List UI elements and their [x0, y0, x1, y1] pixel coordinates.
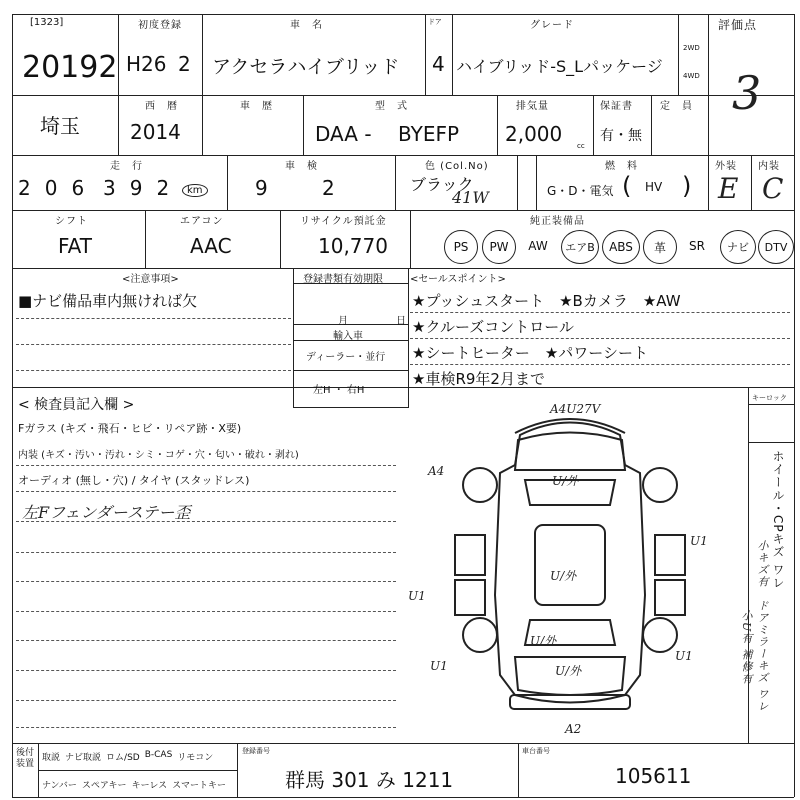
- door-front-right: [655, 535, 685, 575]
- equip-aw: AW: [528, 239, 548, 253]
- door-rear-right: [655, 580, 685, 615]
- mileage-label: 走 行: [110, 161, 143, 172]
- equip-abs: ABS: [602, 230, 640, 264]
- doc-expiry-label: 登録書類有効期限: [303, 274, 383, 285]
- doc-month: 月: [338, 316, 348, 327]
- grade: ハイブリッド-S_Lパッケージ: [456, 57, 663, 76]
- plate-label: 登録番号: [242, 747, 270, 755]
- wheel-rear-left: [463, 618, 497, 652]
- footer-plate: ナンバー: [42, 781, 77, 791]
- registration-month: 2: [178, 52, 191, 76]
- footer-option-row-1: [42, 750, 213, 763]
- color-label: 色 (Col.No): [425, 161, 489, 172]
- equip-ps: PS: [444, 230, 478, 264]
- car-hood: [515, 433, 625, 471]
- type-code: BYEFP: [398, 122, 460, 146]
- capacity-label: 定 員: [660, 101, 693, 112]
- keylock-label: キーロック: [752, 394, 787, 402]
- shift: FAT: [58, 234, 93, 258]
- footer-navi-manual: ナビ取説: [65, 753, 102, 763]
- inspector-label: < 検査員記入欄 >: [18, 397, 135, 413]
- type-prefix: DAA -: [315, 122, 372, 146]
- shift-label: シフト: [55, 216, 88, 227]
- ac-label: エアコン: [180, 216, 224, 227]
- door-front-left: [455, 535, 485, 575]
- chassis-number: 105611: [615, 764, 692, 788]
- drive-2wd: 2WD: [683, 44, 700, 52]
- displacement: 2,000: [505, 122, 563, 146]
- recycle-label: リサイクル預託金: [300, 216, 387, 227]
- car-name-label: 車 名: [290, 20, 323, 31]
- interior-label: 内装: [758, 161, 780, 172]
- car-damage-diagram: [400, 395, 740, 740]
- car-body-outline: [495, 423, 645, 703]
- mileage-digits-a: 206: [18, 176, 99, 200]
- fuel-other: HV: [645, 180, 663, 194]
- equip-label: 純正装備品: [530, 216, 585, 227]
- side-note-2: 小キズ有 ドアミラーキズ ワレ: [756, 540, 769, 713]
- year: 2014: [130, 120, 181, 144]
- equip-navi: ナビ: [720, 230, 756, 264]
- exterior-grade: E: [718, 172, 739, 205]
- doc-day: 日: [396, 316, 406, 327]
- import-label: 輸入車: [333, 331, 363, 342]
- lot-no: [1323]: [30, 17, 64, 28]
- drive-4wd: 4WD: [683, 72, 700, 80]
- diagram-note-fender: A4: [428, 464, 445, 478]
- wheel-front-left: [463, 468, 497, 502]
- recycle-deposit: 10,770: [318, 234, 388, 258]
- doors: 4: [432, 52, 445, 76]
- warranty: 有・無: [600, 128, 642, 144]
- fuel-label: 燃 料: [605, 161, 638, 172]
- footer-rom-sd: ロム/SD: [106, 753, 140, 763]
- diagram-note-rear: U/外: [530, 634, 557, 648]
- sales-point-1: ★プッシュスタート ★Bカメラ ★AW: [412, 292, 681, 310]
- type-label: 型 式: [375, 101, 408, 112]
- score-label: 評価点: [718, 18, 758, 32]
- year-label: 西 暦: [145, 101, 178, 112]
- diagram-note-trunk: U/外: [555, 664, 582, 678]
- footer-keyless: キーレス: [131, 781, 168, 791]
- sales-point-3: ★シートヒーター ★パワーシート: [412, 344, 648, 362]
- chassis-label: 車台番号: [522, 747, 550, 755]
- diagram-note-left-rear: U1: [430, 659, 448, 673]
- notes-text: ■ナビ備品車内無ければ欠: [18, 292, 198, 310]
- wheel-front-right: [643, 468, 677, 502]
- footer-remote: リモコン: [177, 753, 214, 763]
- grade-label: グレード: [530, 20, 574, 31]
- mileage-digits-b: 392: [103, 176, 184, 200]
- interior-grade: C: [762, 172, 784, 205]
- sales-label: <セールスポイント>: [410, 274, 506, 285]
- displacement-label: 排気量: [516, 101, 549, 112]
- diagram-note-roof: U/外: [550, 569, 577, 583]
- inspection-label: 車 検: [285, 161, 318, 172]
- exterior-label: 外装: [715, 161, 737, 172]
- fuel-paren-close: ): [682, 172, 692, 200]
- warranty-label: 保証書: [600, 101, 633, 112]
- footer-option-row-2: [42, 778, 226, 791]
- prefecture: 埼玉: [40, 114, 80, 138]
- footer-spare-key: スペアキー: [81, 781, 127, 791]
- mileage-unit: km: [182, 184, 208, 197]
- doors-label: ドア: [428, 18, 442, 26]
- handle-option: 左H ・ 右H: [313, 385, 365, 396]
- footer-smart-key: スマートキー: [172, 781, 226, 791]
- diagram-note-front: A4U27V: [550, 402, 601, 416]
- registration-label: 初度登録: [138, 20, 182, 31]
- sales-point-2: ★クルーズコントロール: [412, 318, 574, 336]
- equip-dtv: DTV: [758, 230, 794, 264]
- equip-airbag: エアB: [561, 230, 599, 264]
- color: ブラック: [410, 175, 474, 194]
- inspector-audio-tire: オーディオ (無し・穴) / タイヤ (スタッドレス): [18, 474, 250, 487]
- ac: AAC: [190, 234, 232, 258]
- equip-sr: SR: [689, 239, 705, 253]
- inspector-handwritten-note: 左Fフェンダーステー歪: [22, 503, 191, 522]
- history-label: 車 歴: [240, 101, 273, 112]
- diagram-note-hood: U/外: [552, 474, 579, 488]
- inspector-interior: 内装 (キズ・汚い・汚れ・シミ・コゲ・穴・匂い・破れ・剥れ): [18, 450, 299, 461]
- side-note-1: ホイール・CPキズ ワレ: [771, 450, 785, 590]
- fuel-options: G・D・電気: [547, 184, 614, 198]
- color-code: 41W: [452, 188, 489, 207]
- diagram-note-right-rear: U1: [675, 649, 693, 663]
- diagram-note-bottom: A2: [565, 722, 582, 736]
- side-note-3: 小U有 補修有: [740, 610, 753, 685]
- footer-retrofit-label: 後付 装置: [16, 748, 35, 769]
- inspection-year: 9: [255, 176, 268, 200]
- equip-pw: PW: [482, 230, 516, 264]
- wheel-rear-right: [643, 618, 677, 652]
- footer-bcas: B-CAS: [144, 750, 173, 760]
- fuel-paren-open: (: [622, 172, 632, 200]
- door-rear-left: [455, 580, 485, 615]
- car-roof: [535, 525, 605, 605]
- inspector-glass: Fガラス (キズ・飛石・ヒビ・リペア跡・X要): [18, 422, 242, 435]
- dealer-option: ディーラー・並行: [306, 352, 386, 363]
- footer-manual: 取説: [42, 753, 61, 763]
- plate-number: 群馬 301 み 1211: [285, 768, 454, 792]
- car-name: アクセラハイブリッド: [212, 56, 400, 78]
- diagram-note-right-door: U1: [690, 534, 708, 548]
- diagram-note-left-door: U1: [408, 589, 426, 603]
- equip-leather: 革: [643, 230, 677, 264]
- displacement-unit: cc: [577, 142, 585, 150]
- sales-point-4: ★車検R9年2月まで: [412, 370, 545, 388]
- notes-label: <注意事項>: [122, 274, 179, 285]
- registration-era: H26: [126, 52, 167, 76]
- score: 3: [732, 66, 762, 120]
- inspection-month: 2: [322, 176, 335, 200]
- entry-number: 20192: [22, 50, 118, 85]
